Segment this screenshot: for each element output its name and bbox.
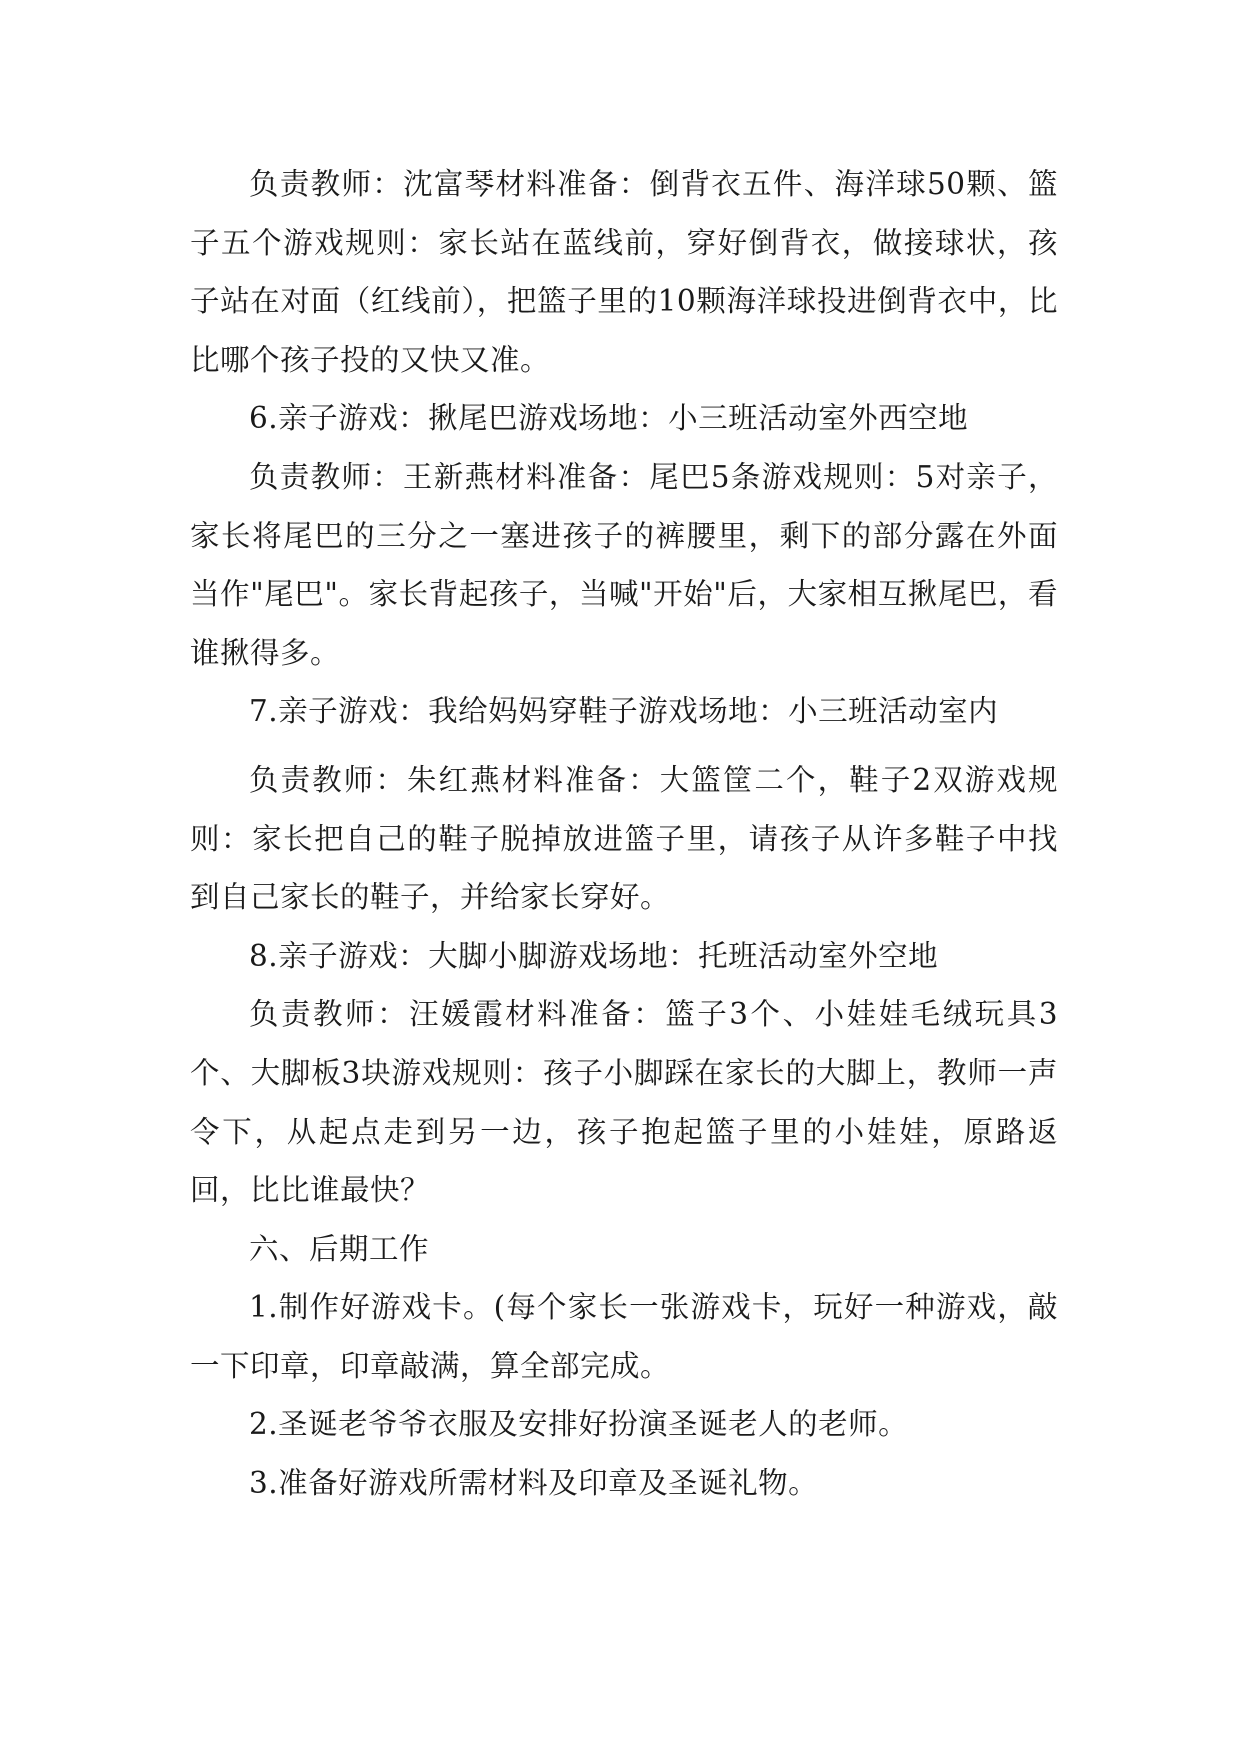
paragraph-game-7-title: 7.亲子游戏：我给妈妈穿鞋子游戏场地：小三班活动室内 <box>249 694 999 729</box>
paragraph-teacher-wang: 负责教师：王新燕材料准备：尾巴5条游戏规则：5对亲子，家长将尾巴的三分之一塞进孩子的裤腰里，剩下的部分露在外面当作"尾巴"。家长背起孩子，当喊"开始"后，大家相互揪尾巴，看谁揪得多。 <box>190 459 1058 670</box>
paragraph-teacher-zhu: 负责教师：朱红燕材料准备：大篮筐二个，鞋子2双游戏规则：家长把自己的鞋子脱掉放进篮子里，请孩子从许多鞋子中找到自己家长的鞋子，并给家长穿好。 <box>190 762 1058 915</box>
paragraph-teacher-shen: 负责教师：沈富琴材料准备：倒背衣五件、海洋球50颗、篮子五个游戏规则：家长站在蓝线前，穿好倒背衣，做接球状，孩子站在对面（红线前），把篮子里的10颗海洋球投进倒背衣中，比比哪个孩子投的又快又准。 <box>190 167 1058 377</box>
paragraph-followup-2: 2.圣诞老爷爷衣服及安排好扮演圣诞老人的老师。 <box>249 1407 909 1442</box>
paragraph-followup-1: 1.制作好游戏卡。(每个家长一张游戏卡，玩好一种游戏，敲一下印章，印章敲满，算全部完成。 <box>190 1290 1058 1383</box>
section-heading-followup: 六、后期工作 <box>249 1231 430 1266</box>
paragraph-game-8-title: 8.亲子游戏：大脚小脚游戏场地：托班活动室外空地 <box>249 938 939 973</box>
paragraph-teacher-wangyuanxia: 负责教师：汪媛霞材料准备：篮子3个、小娃娃毛绒玩具3个、大脚板3块游戏规则：孩子小脚踩在家长的大脚上，教师一声令下，从起点走到另一边，孩子抱起篮子里的小娃娃，原路返回，比比谁最快？ <box>190 997 1058 1208</box>
document-page <box>190 155 1058 1513</box>
paragraph-game-6-title: 6.亲子游戏：揪尾巴游戏场地：小三班活动室外西空地 <box>249 401 969 436</box>
paragraph-followup-3: 3.准备好游戏所需材料及印章及圣诞礼物。 <box>249 1466 819 1501</box>
